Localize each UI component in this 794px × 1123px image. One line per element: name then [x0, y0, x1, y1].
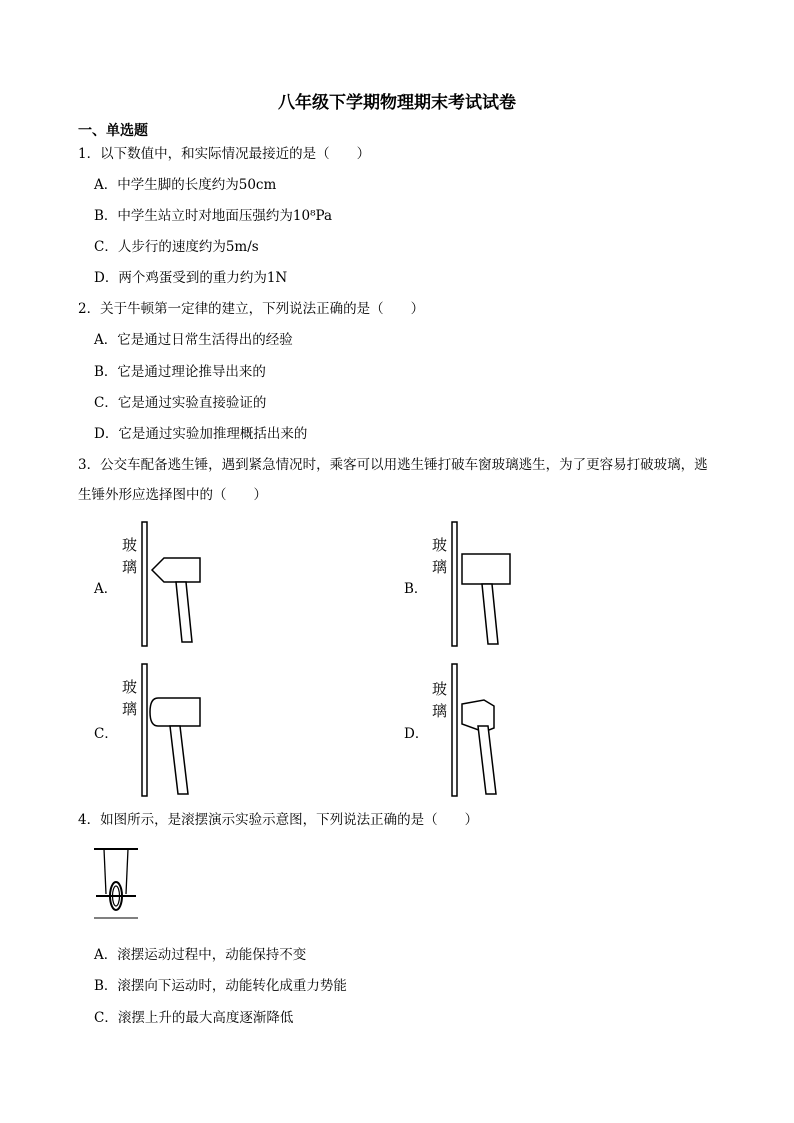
question-2-option-d: D．它是通过实验加推理概括出来的: [94, 426, 308, 442]
hammer-head-rounded: [150, 698, 200, 726]
hammer-flat-figure: [428, 520, 518, 650]
figure-c-label: C．: [94, 726, 118, 742]
hammer-handle: [170, 726, 188, 794]
question-2-option-a: A．它是通过日常生活得出的经验: [94, 332, 293, 348]
glass-pane: [142, 522, 147, 646]
glass-pane: [142, 664, 147, 796]
figure-d-label: D．: [404, 726, 429, 742]
hammer-handle: [176, 582, 192, 642]
hammer-head-flat: [462, 554, 510, 584]
glass-label-char-1: 玻: [122, 536, 138, 554]
glass-label-char-2: 璃: [432, 558, 448, 576]
maxwell-wheel-figure: [92, 846, 142, 922]
question-2-option-c: C．它是通过实验直接验证的: [94, 395, 267, 411]
question-3-stem: 3．公交车配备逃生锤，遇到紧急情况时，乘客可以用逃生锤打破车窗玻璃逃生，为了更容易打破玻璃，逃生锤外形应选择图中的（ ）: [78, 457, 708, 503]
question-1-option-c: C．人步行的速度约为5m/s: [94, 239, 259, 255]
hammer-head-pointed: [152, 558, 200, 582]
figure-a-label: A．: [94, 581, 118, 597]
figure-b-label: B．: [404, 581, 428, 597]
hammer-trapezoid-figure: [428, 662, 518, 802]
question-1-stem: 1．以下数值中，和实际情况最接近的是（ ）: [78, 146, 371, 162]
page-title: 八年级下学期物理期末考试试卷: [278, 93, 516, 113]
question-1-option-d: D．两个鸡蛋受到的重力约为1N: [94, 270, 288, 286]
question-1-option-b: B．中学生站立时对地面压强约为10⁸Pa: [94, 208, 333, 224]
hammer-rounded-figure: [118, 662, 208, 802]
question-4-stem: 4．如图所示，是滚摆演示实验示意图，下列说法正确的是（ ）: [78, 812, 479, 828]
question-4-option-c: C．滚摆上升的最大高度逐渐降低: [94, 1010, 294, 1026]
glass-label-char-2: 璃: [122, 558, 138, 576]
question-4-option-a: A．滚摆运动过程中，动能保持不变: [94, 947, 307, 963]
glass-pane: [452, 522, 457, 646]
hammer-handle: [482, 584, 498, 644]
glass-label-char-2: 璃: [432, 702, 448, 720]
glass-label-char-1: 玻: [432, 680, 448, 698]
question-4-option-b: B．滚摆向下运动时，动能转化成重力势能: [94, 978, 347, 994]
string-left: [104, 849, 106, 894]
glass-label-char-1: 玻: [122, 678, 138, 696]
section-heading: 一、单选题: [78, 123, 148, 139]
glass-pane: [452, 664, 457, 796]
question-2-option-b: B．它是通过理论推导出来的: [94, 364, 266, 380]
hammer-pointed-figure: [118, 520, 208, 650]
question-1-option-a: A．中学生脚的长度约为50cm: [94, 177, 277, 193]
hammer-handle: [478, 726, 496, 794]
glass-label-char-2: 璃: [122, 700, 138, 718]
string-right: [126, 849, 128, 894]
glass-label-char-1: 玻: [432, 536, 448, 554]
question-2-stem: 2．关于牛顿第一定律的建立，下列说法正确的是（ ）: [78, 301, 425, 317]
